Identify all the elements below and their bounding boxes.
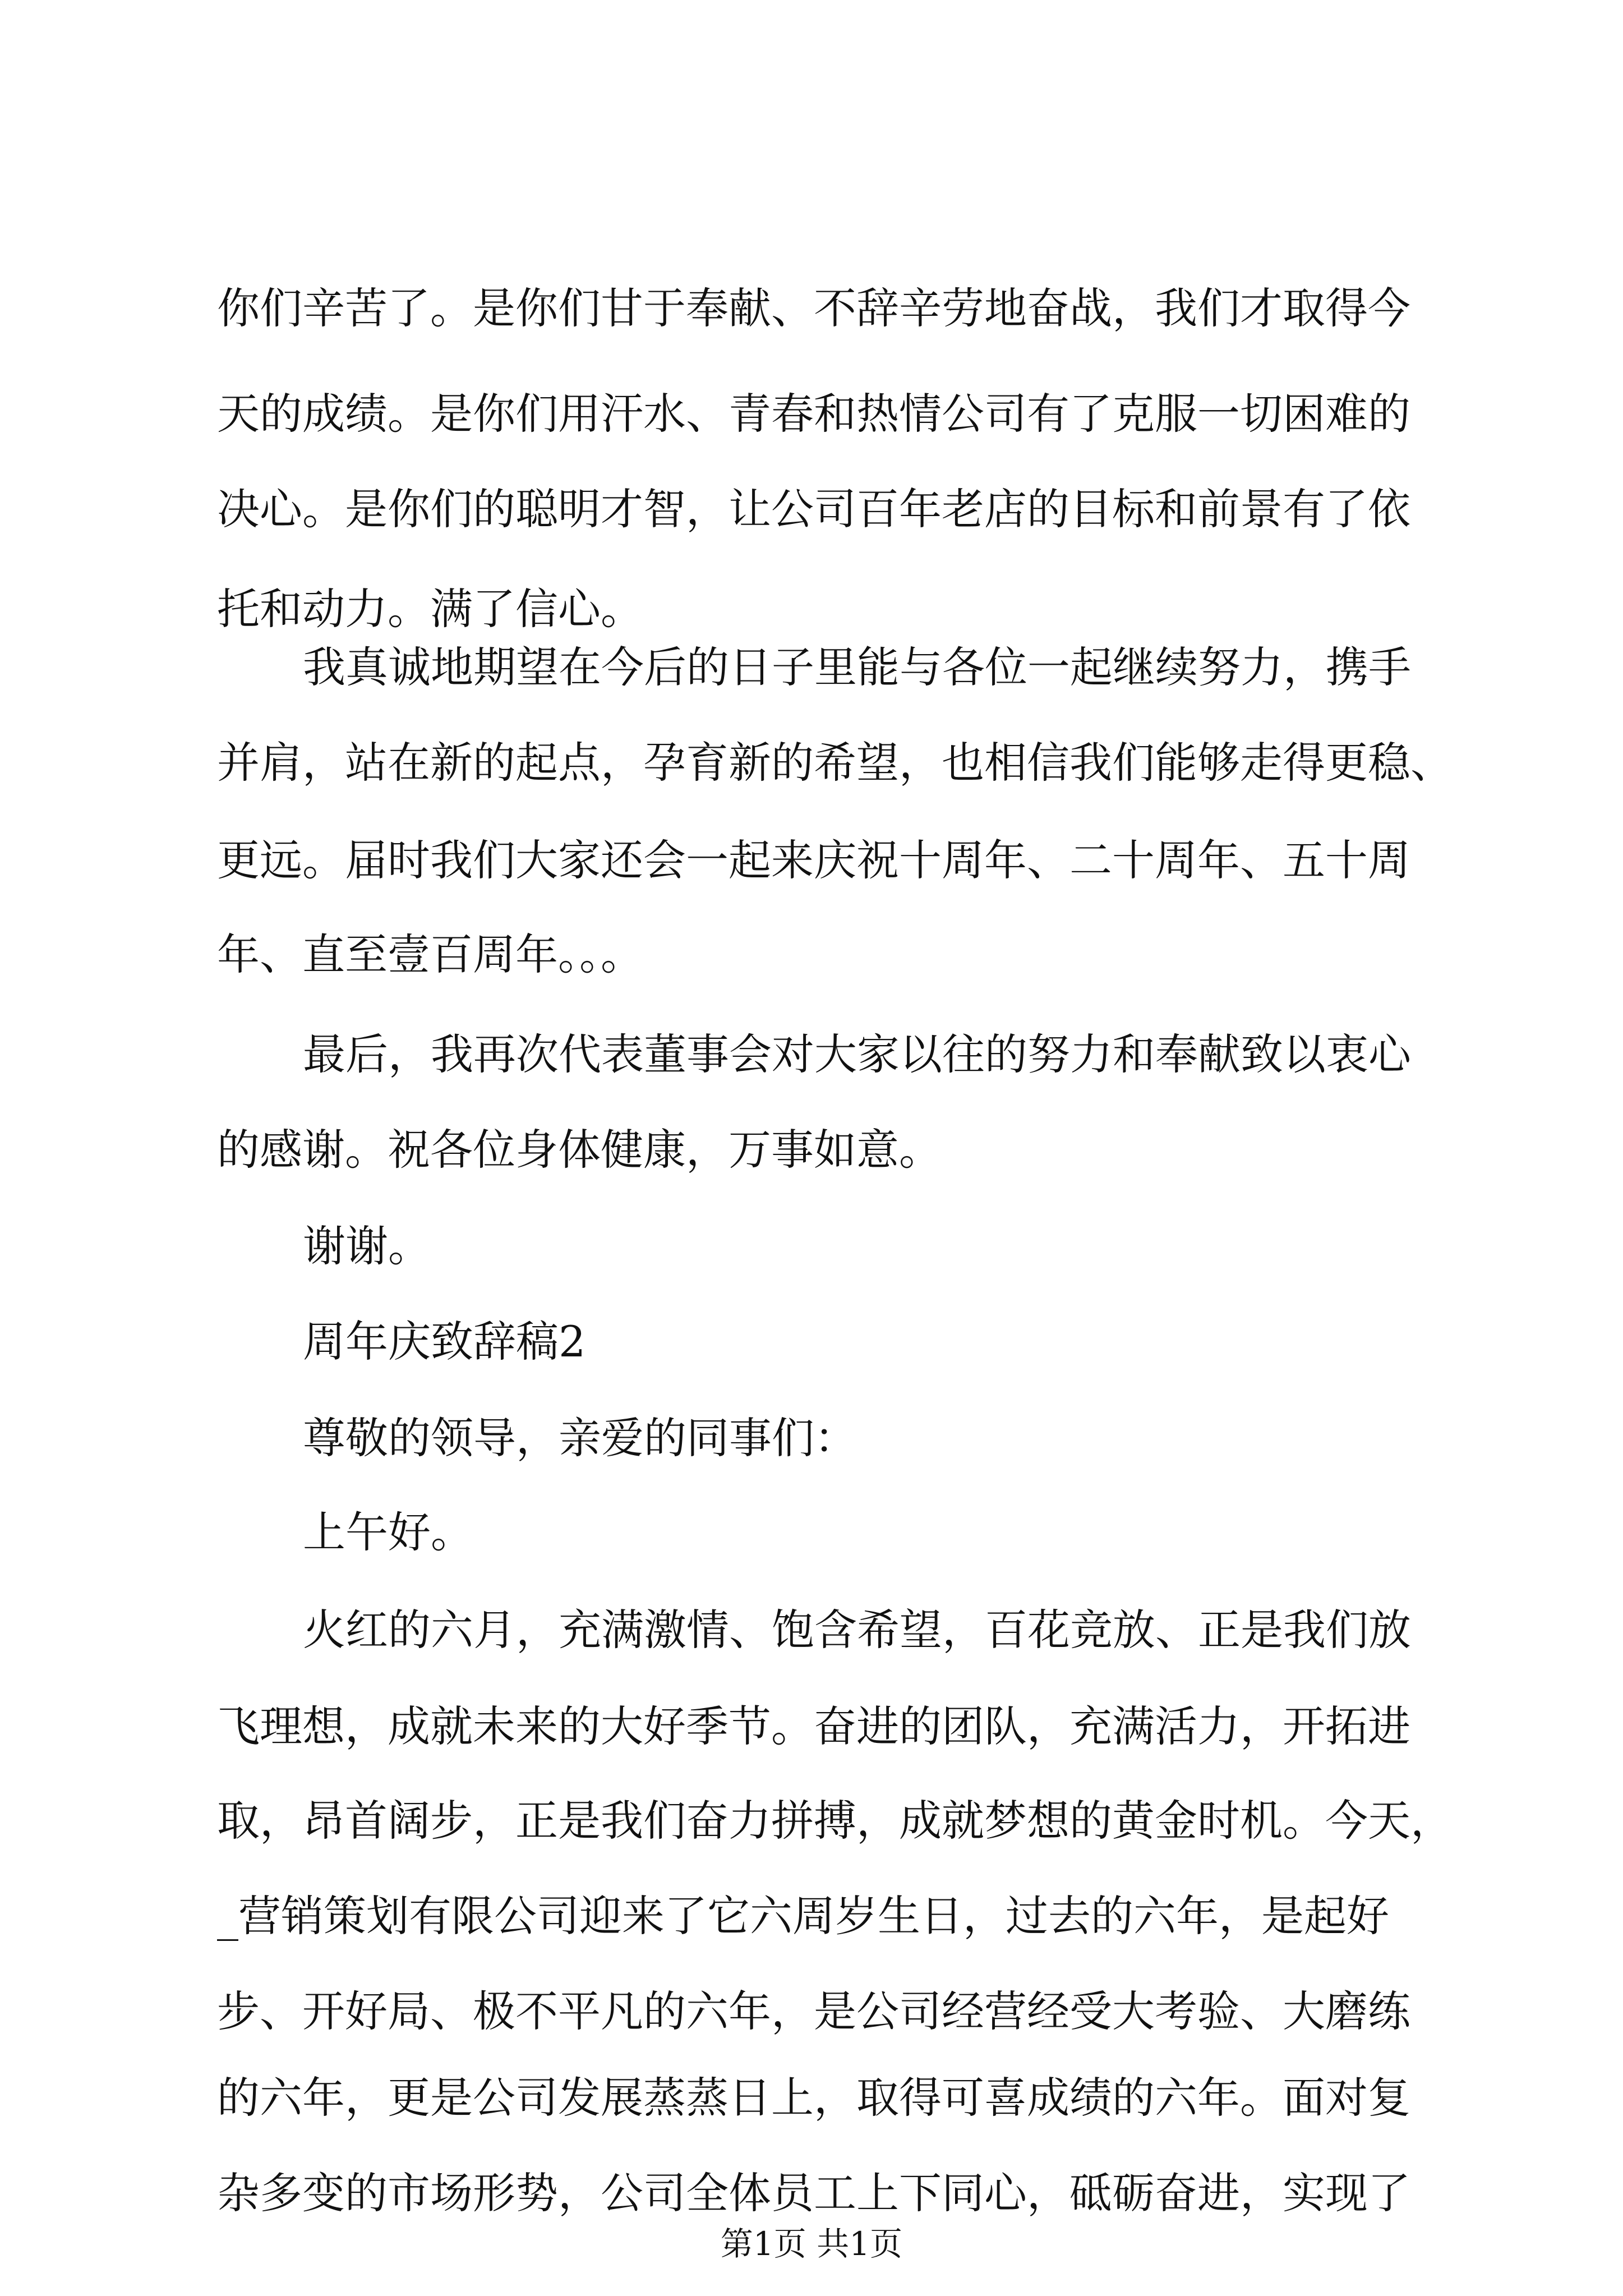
text-line: 最后，我再次代表董事会对大家以往的努力和奉献致以衷心 (303, 1029, 1411, 1079)
page-footer: 第1页 共1页 (720, 2225, 903, 2263)
text-line: 更远。届时我们大家还会一起来庆祝十周年、二十周年、五十周 (217, 835, 1410, 885)
section-heading: 周年庆致辞稿2 (303, 1317, 586, 1366)
text-line: 谢谢。 (303, 1221, 431, 1271)
greeting-line: 上午好。 (303, 1507, 473, 1557)
text-line: 杂多变的市场形势，公司全体员工上下同心，砥砺奋进，实现了 (217, 2168, 1410, 2218)
text-line: 决心。是你们的聪明才智，让公司百年老店的目标和前景有了依 (217, 484, 1410, 534)
text-line: 你们辛苦了。是你们甘于奉献、不辞辛劳地奋战，我们才取得今 (217, 283, 1410, 333)
text-line: 步、开好局、极不平凡的六年，是公司经营经受大考验、大磨练 (217, 1986, 1410, 2036)
text-line: 取，昂首阔步，正是我们奋力拼搏，成就梦想的黄金时机。今天， (217, 1796, 1453, 1846)
text-line: 天的成绩。是你们用汗水、青春和热情公司有了克服一切困难的 (217, 389, 1410, 439)
text-line: 飞理想，成就未来的大好季节。奋进的团队，充满活力，开拓进 (217, 1701, 1410, 1751)
text-line: 火红的六月，充满激情、饱含希望，百花竞放、正是我们放 (303, 1605, 1411, 1655)
text-line: 的感谢。祝各位身体健康，万事如意。 (217, 1125, 942, 1175)
text-line: 的六年，更是公司发展蒸蒸日上，取得可喜成绩的六年。面对复 (217, 2073, 1410, 2123)
text-line: 我真诚地期望在今后的日子里能与各位一起继续努力，携手 (303, 642, 1411, 692)
text-line: 年、直至壹百周年。。。 (217, 930, 643, 979)
text-line: _营销策划有限公司迎来了它六周岁生日，过去的六年，是起好 (217, 1891, 1389, 1941)
greeting-line: 尊敬的领导，亲爱的同事们： (303, 1413, 857, 1463)
text-line: 托和动力。满了信心。 (217, 584, 643, 634)
text-line: 并肩，站在新的起点，孕育新的希望，也相信我们能够走得更稳、 (217, 738, 1453, 788)
